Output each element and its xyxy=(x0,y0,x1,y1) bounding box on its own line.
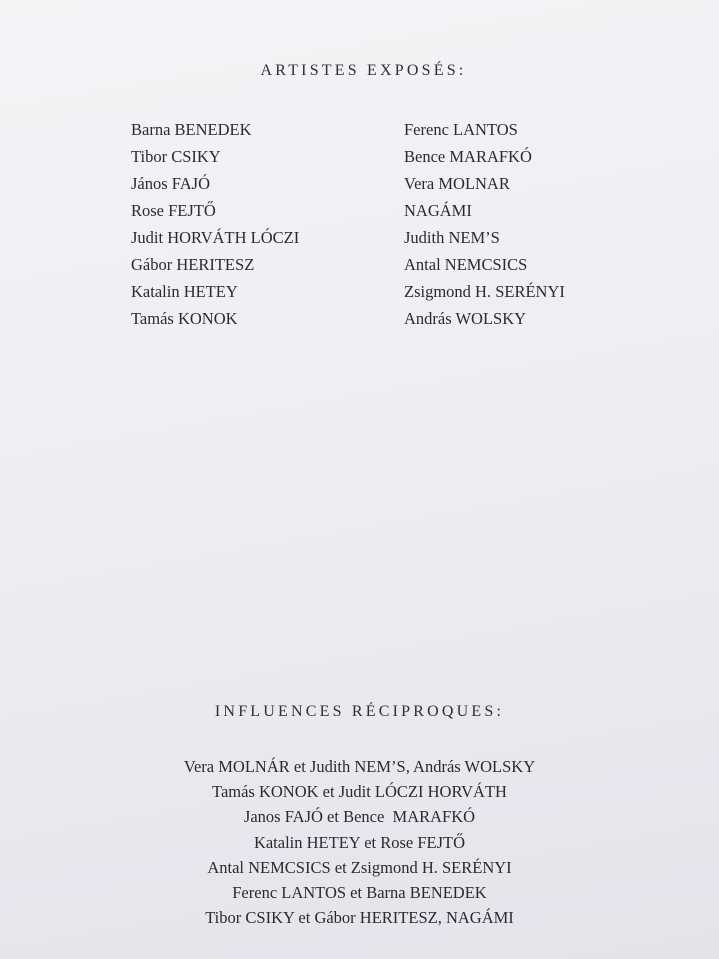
artists-heading: ARTISTES EXPOSÉS: xyxy=(260,62,467,79)
influence-pair: Tamás KONOK et Judit LÓCZI HORVÁTH xyxy=(212,782,507,802)
artist-name: Judit HORVÁTH LÓCZI xyxy=(131,228,300,247)
artist-name: János FAJÓ xyxy=(131,174,210,193)
influence-pair: Tibor CSIKY et Gábor HERITESZ, NAGÁMI xyxy=(205,908,514,928)
artist-name: Vera MOLNAR xyxy=(404,174,510,193)
artist-name: Rose FEJTŐ xyxy=(131,201,216,220)
artists-left-column xyxy=(131,116,299,332)
influence-pair: Vera MOLNÁR et Judith NEM’S, András WOLSKY xyxy=(183,757,536,776)
influence-pair: Antal NEMCSICS et Zsigmond H. SERÉNYI xyxy=(207,857,512,877)
artist-name: Katalin HETEY xyxy=(131,282,238,301)
influences-heading: INFLUENCES RÉCIPROQUES: xyxy=(214,703,505,720)
artist-name: Antal NEMCSICS xyxy=(404,255,528,274)
artist-name: Judith NEM’S xyxy=(404,228,500,247)
artist-name: NAGÁMI xyxy=(404,201,472,220)
influence-pair: Katalin HETEY et Rose FEJTŐ xyxy=(253,832,466,852)
artist-name: Bence MARAFKÓ xyxy=(404,147,532,166)
influence-pair: Janos FAJÓ et Bence MARAFKÓ xyxy=(243,807,476,827)
artist-name: Gábor HERITESZ xyxy=(131,255,255,274)
artist-name: András WOLSKY xyxy=(404,309,527,328)
artist-name: Zsigmond H. SERÉNYI xyxy=(404,282,565,301)
artist-name: Ferenc LANTOS xyxy=(404,120,518,139)
artist-name: Tamás KONOK xyxy=(131,309,238,328)
influence-pair: Ferenc LANTOS et Barna BENEDEK xyxy=(232,883,487,903)
artist-name: Barna BENEDEK xyxy=(131,120,252,139)
influences-list xyxy=(0,754,719,930)
artists-right-column xyxy=(404,116,565,332)
artist-name: Tibor CSIKY xyxy=(131,147,221,166)
